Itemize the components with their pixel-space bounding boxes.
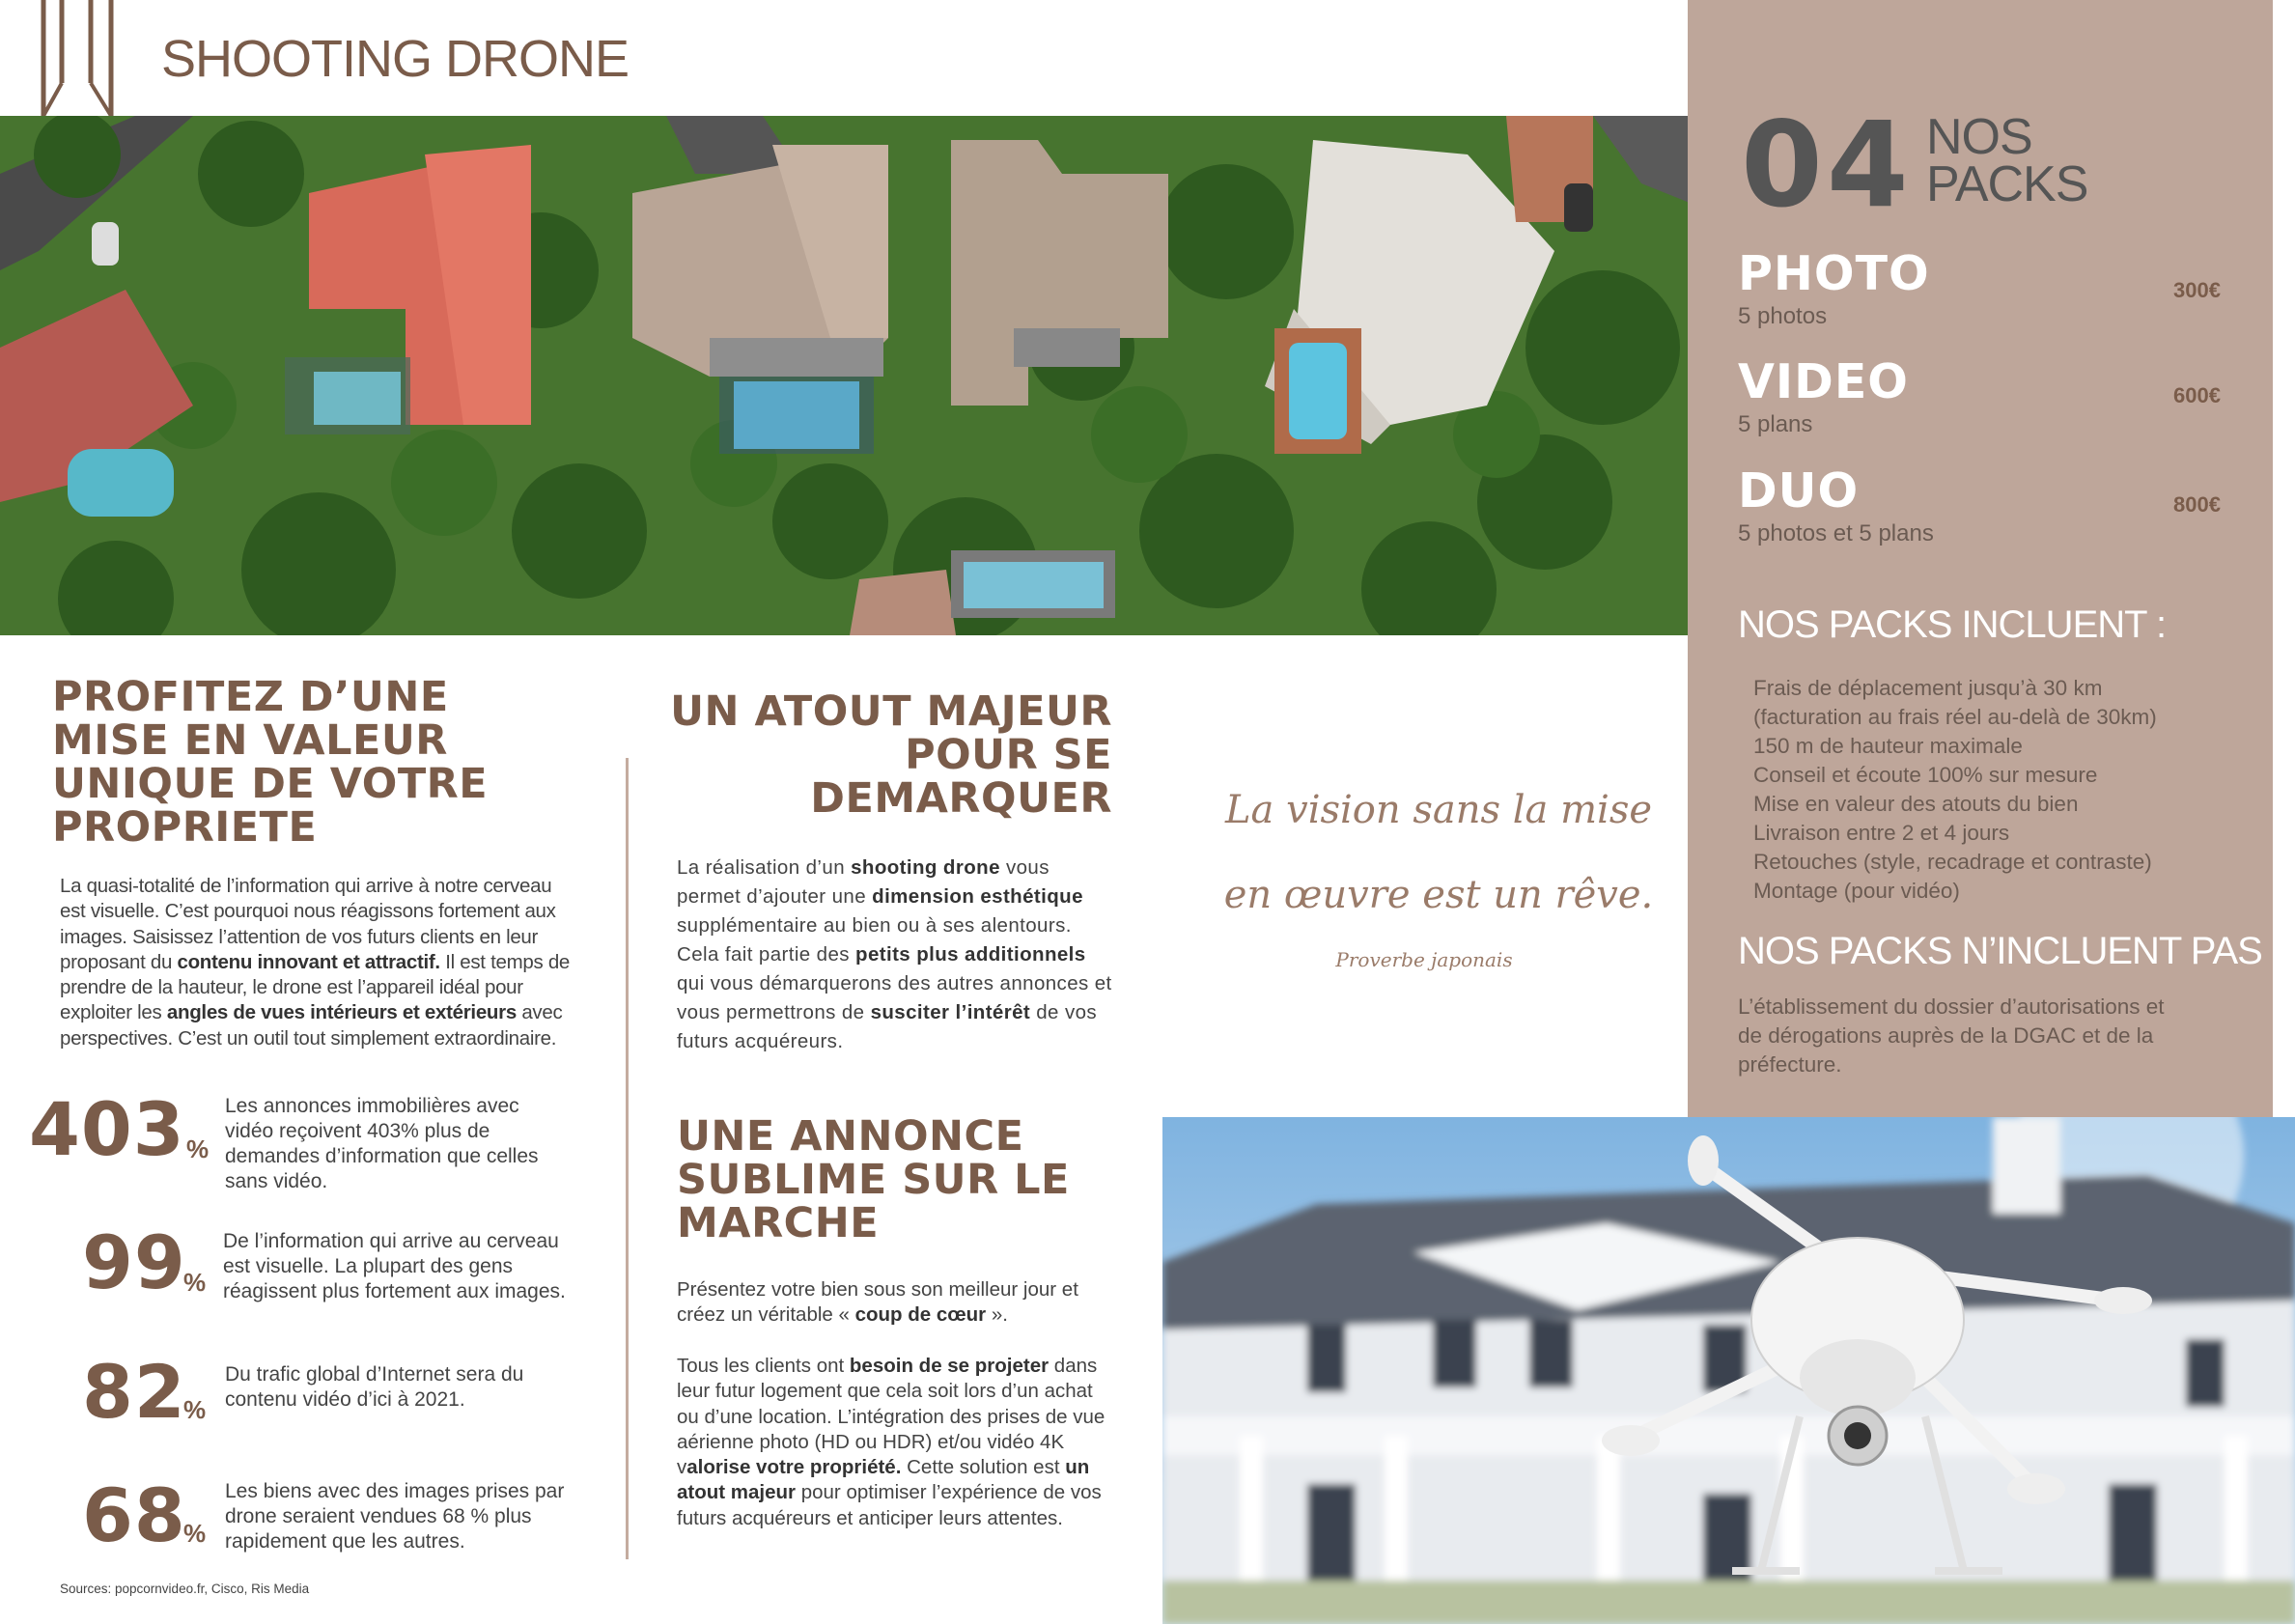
- stat-text: Les annonces immobilières avec vidéo reçoivent 403% plus de demandes d’information que celles sans vidéo.: [225, 1095, 539, 1192]
- exclude-text: L’établissement du dossier d’autorisations et de dérogations auprès de la DGAC et de la préfecture.: [1738, 994, 2165, 1077]
- section-title-line1: NOS: [1926, 109, 2032, 165]
- body-text: ».: [986, 1303, 1008, 1327]
- body-text: La réalisation d’un: [677, 856, 852, 879]
- body-text: supplémentaire au bien ou à ses alentours. Cela fait partie des: [677, 914, 1072, 966]
- body-text: Cette solution est: [901, 1456, 1066, 1479]
- include-heading: NOS PACKS INCLUENT :: [1738, 603, 2167, 646]
- page-title: SHOOTING DRONE: [161, 30, 630, 88]
- col1-heading: PROFITEZ D’UNE MISE EN VALEUR UNIQUE DE VOTRE PROPRIETE: [52, 673, 489, 852]
- body-text: de vos futurs acquéreurs.: [677, 1001, 1098, 1052]
- body-bold: susciter l’intérêt: [870, 1001, 1031, 1023]
- body-text: dans leur futur logement que cela soit lors d’un achat ou d’une location. L’intégration des prises de vue aérienne photo (HD ou HDR) et/ou vidéo 4K v: [677, 1355, 1106, 1479]
- pack-photo: [1738, 246, 2221, 330]
- body-text: avec perspectives. C’est un outil tout simplement extraordinaire.: [60, 1001, 563, 1050]
- section-title: [1926, 109, 2088, 213]
- column-divider: [626, 758, 629, 1559]
- stat-unit: %: [183, 1519, 207, 1548]
- pack-price: 600€: [2173, 383, 2221, 407]
- stat-value: 403: [29, 1086, 185, 1172]
- stat-value: 82: [82, 1349, 186, 1435]
- body-bold: un atout majeur: [677, 1456, 1090, 1504]
- col2-body-3: [677, 1354, 1116, 1531]
- house-drone-photo: [1162, 1117, 2295, 1624]
- body-bold: angles de vues intérieurs et extérieurs: [166, 1001, 517, 1024]
- stat-unit: %: [183, 1268, 207, 1297]
- stat-value: 99: [82, 1219, 186, 1305]
- body-text: qui vous démarquerons des autres annonces et vous permettrons de: [677, 972, 1112, 1023]
- body-bold: dimension esthétique: [872, 885, 1083, 908]
- pack-name: VIDEO: [1738, 354, 1909, 409]
- pack-desc: 5 plans: [1738, 411, 1813, 437]
- pack-duo: [1738, 463, 2221, 547]
- aerial-neighborhood-photo: [0, 116, 1690, 635]
- stat-unit: %: [183, 1395, 207, 1424]
- list-item: (facturation au frais réel au-delà de 30km): [1753, 705, 2157, 729]
- pack-desc: 5 photos et 5 plans: [1738, 520, 1934, 546]
- include-list: [1753, 674, 2255, 906]
- col2-heading-2: UNE ANNONCE SUBLIME SUR LE MARCHE: [677, 1112, 1070, 1247]
- section-title-line2: PACKS: [1926, 156, 2088, 213]
- body-bold: alorise votre propriété.: [686, 1456, 902, 1479]
- body-text: La quasi-totalité de l’information qui arrive à notre cerveau est visuelle. C’est pourquoi nous réagissons fortement aux images. Saisissez l’attention de vos futurs clients en leur proposant du: [60, 875, 556, 973]
- body-bold: besoin de se projeter: [849, 1355, 1050, 1377]
- pack-name: PHOTO: [1738, 246, 1930, 301]
- quote-source: Proverbe japonais: [1335, 948, 1513, 971]
- list-item: Montage (pour vidéo): [1753, 879, 1960, 903]
- list-item: 150 m de hauteur maximale: [1753, 734, 2023, 758]
- exclude-heading: NOS PACKS N’INCLUENT PAS :: [1738, 930, 2282, 972]
- body-bold: petits plus additionnels: [855, 943, 1086, 966]
- pack-name: DUO: [1738, 463, 1860, 518]
- pack-price: 300€: [2173, 278, 2221, 302]
- list-item: Livraison entre 2 et 4 jours: [1753, 821, 2010, 845]
- stat-unit: %: [186, 1134, 210, 1163]
- body-text: vous permet d’ajouter une: [677, 856, 1050, 908]
- body-text: Il est temps de prendre de la hauteur, le drone est l’appareil idéal pour exploiter les: [60, 950, 571, 1024]
- col2-body-1: [677, 854, 1116, 1056]
- body-text: Tous les clients ont: [677, 1355, 850, 1377]
- list-item: Frais de déplacement jusqu’à 30 km: [1753, 676, 2103, 700]
- col1-body: [60, 874, 576, 1051]
- quote-line: La vision sans la mise: [1224, 788, 1653, 832]
- list-item: Retouches (style, recadrage et contraste): [1753, 850, 2152, 874]
- quote: [1212, 768, 1665, 938]
- body-bold: coup de cœur: [854, 1303, 987, 1327]
- stat-text: Les biens avec des images prises par drone seraient vendues 68 % plus rapidement que les autres.: [225, 1480, 565, 1553]
- list-item: Conseil et écoute 100% sur mesure: [1753, 763, 2098, 787]
- section-number: 04: [1741, 97, 1913, 234]
- pack-desc: 5 photos: [1738, 303, 1828, 329]
- stat-text: Du trafic global d’Internet sera du contenu vidéo d’ici à 2021.: [225, 1363, 524, 1411]
- col2-heading-1: UN ATOUT MAJEUR POUR SE DEMARQUER: [670, 687, 1112, 823]
- pack-video: [1738, 354, 2221, 438]
- sources-note: Sources: popcornvideo.fr, Cisco, Ris Media: [60, 1582, 310, 1596]
- body-text: pour optimiser l’expérience de vos futurs acquéreurs et anticiper leurs attentes.: [677, 1481, 1102, 1529]
- body-bold: contenu innovant et attractif.: [177, 950, 440, 973]
- list-item: Mise en valeur des atouts du bien: [1753, 792, 2079, 816]
- body-bold: shooting drone: [851, 856, 1000, 879]
- stat-text: De l’information qui arrive au cerveau est visuelle. La plupart des gens réagissent plus fortement aux images.: [223, 1230, 566, 1302]
- pack-price: 800€: [2173, 492, 2221, 517]
- body-text: Présentez votre bien sous son meilleur jour et créez un véritable «: [677, 1278, 1078, 1327]
- stat-value: 68: [82, 1472, 186, 1558]
- quote-line: en œuvre est un rêve.: [1223, 873, 1654, 917]
- col2-body-2: [677, 1277, 1116, 1329]
